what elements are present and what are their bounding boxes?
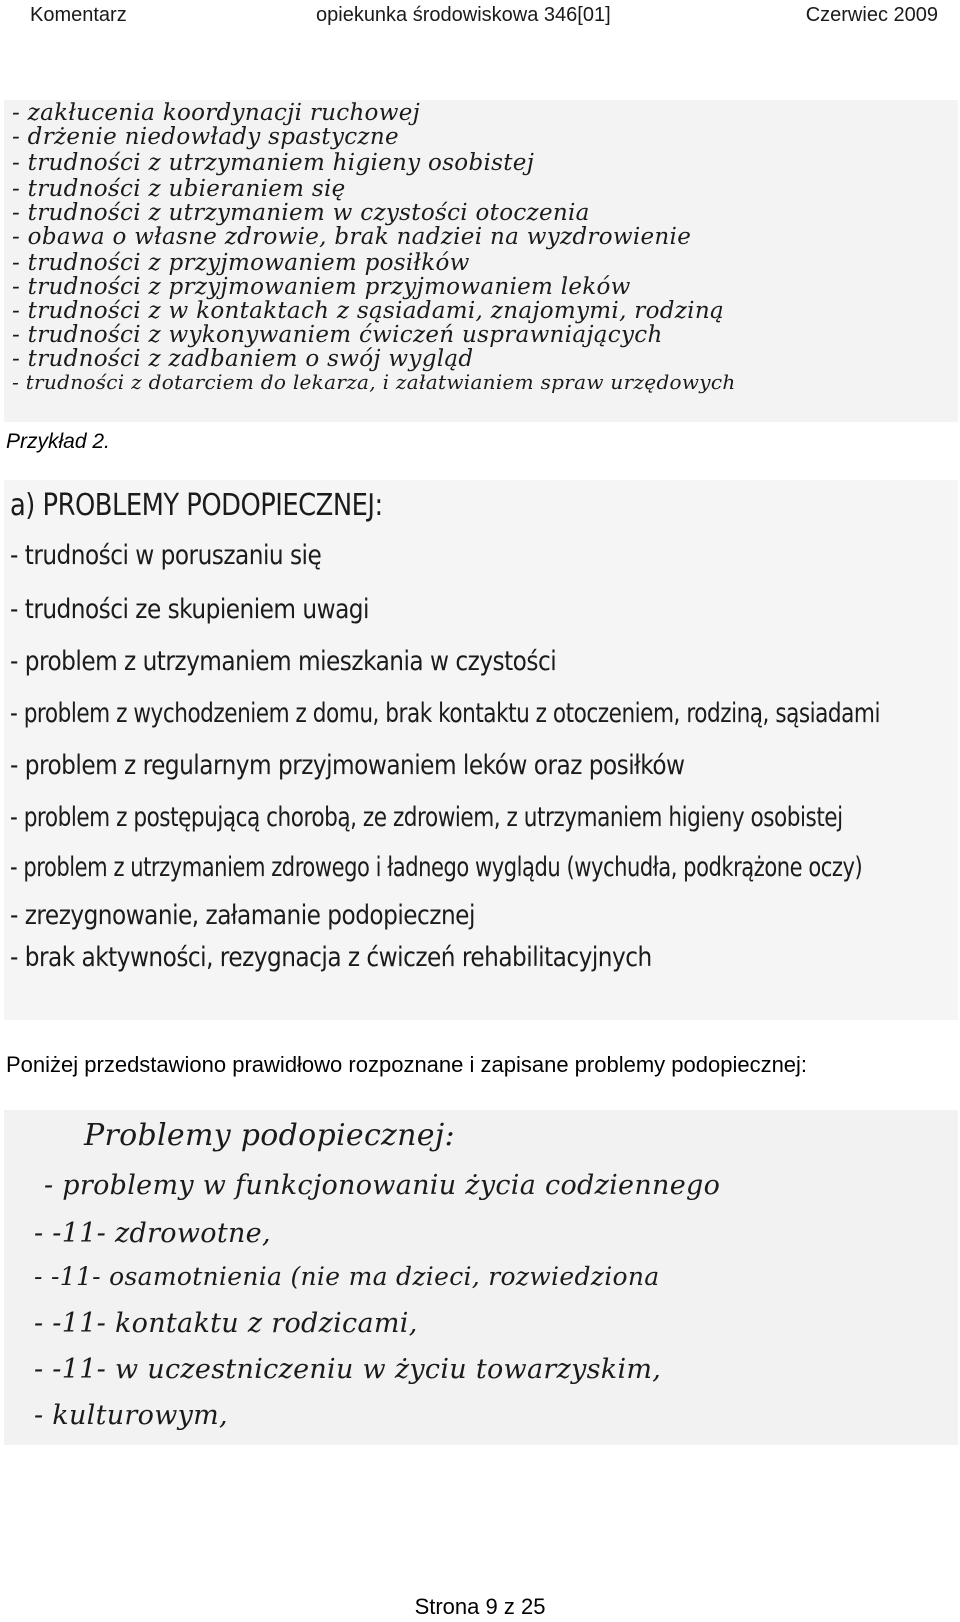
scan3-heading: Problemy podopiecznej: bbox=[84, 1118, 455, 1153]
scan1-line: - trudności z dotarciem do lekarza, i załatwianiem spraw urzędowych bbox=[12, 370, 736, 394]
header-profession: opiekunka środowiskowa 346[01] bbox=[316, 4, 611, 26]
scan1-line: - trudności z przyjmowaniem posiłków bbox=[12, 250, 470, 276]
handwritten-scan-3 bbox=[4, 1110, 958, 1445]
scan2-line: - problem z wychodzeniem z domu, brak kontaktu z otoczeniem, rodziną, sąsiadami bbox=[10, 698, 880, 729]
scan1-line: - drżenie niedowłady spastyczne bbox=[12, 124, 399, 150]
scan3-line: - kulturowym, bbox=[34, 1400, 228, 1431]
section-caption: Poniżej przedstawiono prawidłowo rozpoznane i zapisane problemy podopiecznej: bbox=[6, 1052, 808, 1077]
scan1-line: - trudności z utrzymaniem w czystości otoczenia bbox=[12, 200, 590, 226]
scan2-line: - trudności ze skupieniem uwagi bbox=[10, 594, 369, 625]
handwritten-scan-1 bbox=[4, 100, 958, 422]
scan3-line: - -11- w uczestniczeniu w życiu towarzyskim, bbox=[34, 1354, 662, 1385]
example-caption: Przykład 2. bbox=[6, 430, 110, 453]
scan2-line: - problem z regularnym przyjmowaniem leków oraz posiłków bbox=[10, 750, 685, 781]
scan3-line: - -11- osamotnienia (nie ma dzieci, rozwiedziona bbox=[34, 1262, 660, 1291]
scan2-line: - brak aktywności, rezygnacja z ćwiczeń rehabilitacyjnych bbox=[10, 942, 652, 973]
scan2-line: - problem z utrzymaniem zdrowego i ładnego wyglądu (wychudła, podkrążone oczy) bbox=[10, 852, 863, 883]
scan2-line: - zrezygnowanie, załamanie podopiecznej bbox=[10, 900, 475, 931]
scan1-line: - trudności z utrzymaniem higieny osobistej bbox=[12, 150, 535, 176]
scan3-line: - problemy w funkcjonowaniu życia codziennego bbox=[44, 1170, 721, 1201]
scan3-line: - -11- zdrowotne, bbox=[34, 1218, 271, 1249]
scan2-line: - problem z postępującą chorobą, ze zdrowiem, z utrzymaniem higieny osobistej bbox=[10, 802, 843, 833]
handwritten-scan-2 bbox=[4, 480, 958, 1020]
scan1-line: - trudności z zadbaniem o swój wygląd bbox=[12, 346, 474, 372]
page-number: Strona 9 z 25 bbox=[414, 1594, 546, 1619]
scan1-line: - zakłucenia koordynacji ruchowej bbox=[12, 100, 421, 126]
scan1-line: - obawa o własne zdrowie, brak nadziei na wyzdrowienie bbox=[12, 224, 692, 250]
scan1-line: - trudności z ubieraniem się bbox=[12, 176, 346, 202]
scan1-line: - trudności z w kontaktach z sąsiadami, znajomymi, rodziną bbox=[12, 298, 724, 324]
scan1-line: - trudności z wykonywaniem ćwiczeń usprawniających bbox=[12, 322, 663, 348]
scan1-line: - trudności z przyjmowaniem przyjmowaniem leków bbox=[12, 274, 631, 300]
header-date: Czerwiec 2009 bbox=[805, 4, 938, 26]
scan2-line: - problem z utrzymaniem mieszkania w czystości bbox=[10, 646, 557, 677]
scan3-line: - -11- kontaktu z rodzicami, bbox=[34, 1308, 418, 1339]
header-doc-type: Komentarz bbox=[30, 4, 127, 26]
scan2-line: - trudności w poruszaniu się bbox=[10, 540, 322, 571]
scan2-heading: a) PROBLEMY PODOPIECZNEJ: bbox=[10, 488, 383, 523]
